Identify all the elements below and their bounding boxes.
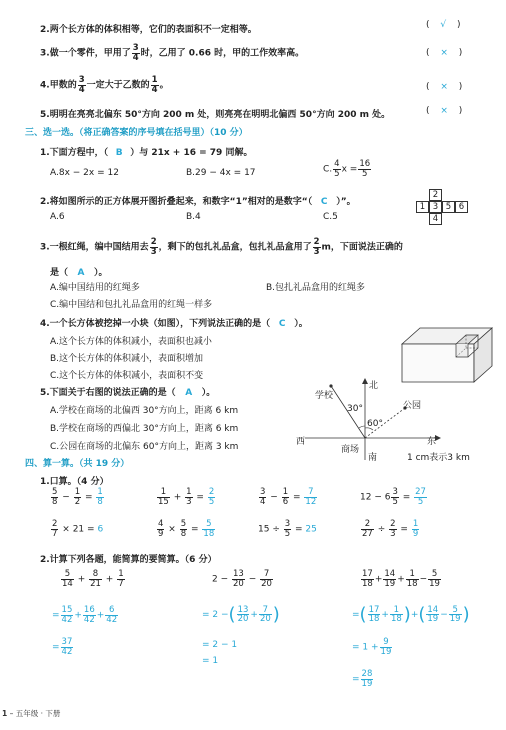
map-school-label: 学校: [315, 391, 334, 401]
q1-option-a: A.8x − 2x = 12: [50, 168, 119, 178]
q2-option-c: C.5: [323, 212, 338, 222]
tf-item-5: 5.明明在亮亮北偏东 50°方向 200 m 处，则亮亮在明明北偏西 50°方向 200 m 处。: [40, 110, 391, 120]
oral-8: $\frac{2}{27}$ ÷ $\frac{2}{3}$ = $\frac{1}{9}$: [362, 519, 419, 539]
calc-2-step-2: = 2 − 1: [202, 640, 238, 650]
map-park-label: 公园: [403, 401, 422, 411]
oral-7: 15 ÷ $\frac{3}{5}$ = 25: [258, 519, 317, 539]
calc-1-question: $\frac{5}{14}$ + $\frac{8}{21}$ + $\frac{1}{7}$: [62, 569, 124, 589]
net-face-3: 3: [429, 201, 442, 213]
q2-option-a: A.6: [50, 212, 65, 222]
calc-2-step-1: = 2 −( $\frac{13}{20}$ + $\frac{7}{20}$ ): [202, 604, 280, 625]
q3-option-b: B.包扎礼品盒用的红绳多: [266, 283, 366, 293]
oral-5: $\frac{2}{7}$ × 21 = 6: [52, 519, 104, 539]
map-east-label: 东: [427, 437, 437, 447]
q5-option-c: C.公园在商场的北偏东 60°方向上，距离 3 km: [50, 442, 239, 452]
map-west-label: 西: [296, 437, 306, 447]
q5-option-a: A.学校在商场的北偏西 30°方向上，距离 6 km: [50, 406, 239, 416]
oral-2: $\frac{1}{15}$ + $\frac{1}{3}$ = $\frac{2}{5}$: [158, 487, 215, 507]
oral-3: $\frac{3}{4}$ − $\frac{1}{6}$ = $\frac{7}{12}$: [260, 487, 317, 507]
q4-option-c: C.这个长方体的体积减小，表面积不变: [50, 371, 204, 381]
section-4-title: 四、算一算。（共 19 分）: [25, 459, 130, 469]
q3-option-c: C.编中国结和包扎礼品盒用的红绳一样多: [50, 300, 213, 310]
oral-6: $\frac{4}{9}$ × $\frac{5}{8}$ = $\frac{5}{18}$: [158, 519, 215, 539]
net-face-4: 4: [429, 213, 442, 225]
tf-answer-4: ( × ): [426, 82, 463, 92]
tf-item-2: 2.两个长方体的体积相等，它们的表面积不一定相等。: [40, 25, 257, 35]
calc-3-step-1: =( $\frac{17}{18}$ + $\frac{1}{18}$ )+( $\frac{14}{19}$ − $\frac{5}{19}$ ): [352, 604, 470, 625]
page-footer: 1 – 五年级 · 下册: [2, 709, 61, 718]
q3-stem: 3.一根红绳，编中国结用去 $\frac{2}{3}$ ，剩下的包扎礼品盒，包扎礼品盒用了 $\frac{2}{3}$ m，下面说法正确的: [40, 237, 403, 257]
net-face-1: 1: [416, 201, 429, 213]
map-north-label: 北: [369, 381, 379, 391]
calc-3-step-3: = $\frac{28}{19}$: [352, 669, 373, 689]
calc-subtitle: 2.计算下列各题，能简算的要简算。（6 分）: [40, 555, 217, 565]
map-angle-30: 30°: [347, 404, 363, 414]
q2-option-b: B.4: [186, 212, 201, 222]
tf-answer-2: ( √ ): [426, 20, 461, 30]
oral-1: $\frac{5}{8}$ − $\frac{1}{2}$ = $\frac{1}{8}$: [52, 487, 103, 507]
calc-1-step-1: = $\frac{15}{42}$ + $\frac{16}{42}$ + $\frac{6}{42}$: [52, 605, 118, 625]
map-south-label: 南: [368, 453, 378, 463]
section-3-title: 三、选一选。（将正确答案的序号填在括号里）（10 分）: [25, 128, 248, 138]
calc-2-question: 2 − $\frac{13}{20}$ − $\frac{7}{20}$: [212, 569, 272, 589]
net-face-6: 6: [455, 201, 468, 213]
map-mall-label: 商场: [341, 445, 360, 455]
q4-option-a: A.这个长方体的体积减小，表面积也减小: [50, 337, 212, 347]
q4-option-b: B.这个长方体的体积减小，表面积增加: [50, 354, 204, 364]
q1-option-c: C. $\frac{4}{5}$ x = $\frac{16}{5}$: [323, 159, 371, 179]
tf-item-4: 4.甲数的 $\frac{3}{4}$ 一定大于乙数的 $\frac{1}{4}$ 。: [40, 75, 169, 95]
map-angle-60: 60°: [367, 419, 383, 429]
q3-stem-line2: 是（ A ）。: [50, 268, 108, 278]
q3-option-a: A.编中国结用的红绳多: [50, 283, 140, 293]
net-face-5: 5: [442, 201, 455, 213]
tf-answer-5: ( × ): [426, 106, 463, 116]
calc-3-step-2: = 1 + $\frac{9}{19}$: [352, 637, 392, 657]
oral-4: 12 − 6 $\frac{3}{5}$ = $\frac{27}{5}$: [360, 487, 426, 507]
q1-stem: 1.下面方程中，（ B ）与 21x + 16 = 79 同解。: [40, 148, 253, 158]
calc-2-step-3: = 1: [202, 656, 219, 666]
q2-stem: 2.将如图所示的正方体展开图折叠起来，和数字“1”相对的是数字“（ C ）”。: [40, 197, 356, 207]
tf-answer-3: ( × ): [426, 48, 463, 58]
calc-1-step-2: = $\frac{37}{42}$: [52, 637, 73, 657]
q1-option-b: B.29 − 4x = 17: [186, 168, 256, 178]
direction-map: [295, 376, 475, 464]
q4-stem: 4.一个长方体被挖掉一小块（如图），下列说法正确的是（ C ）。: [40, 319, 308, 329]
q5-option-b: B.学校在商场的西偏北 30°方向上，距离 6 km: [50, 424, 239, 434]
oral-subtitle: 1.口算。（4 分）: [40, 477, 109, 487]
net-face-2: 2: [429, 189, 442, 201]
tf-item-3: 3.做一个零件，甲用了 $\frac{3}{4}$ 时，乙用了 0.66 时，甲的工作效率高。: [40, 43, 305, 63]
calc-3-question: $\frac{17}{18}$ + $\frac{14}{19}$ + $\frac{1}{18}$ − $\frac{5}{19}$: [362, 569, 440, 589]
map-scale: 1 cm表示3 km: [407, 453, 470, 463]
q5-stem: 5.下面关于右图的说法正确的是（ A ）。: [40, 388, 216, 398]
